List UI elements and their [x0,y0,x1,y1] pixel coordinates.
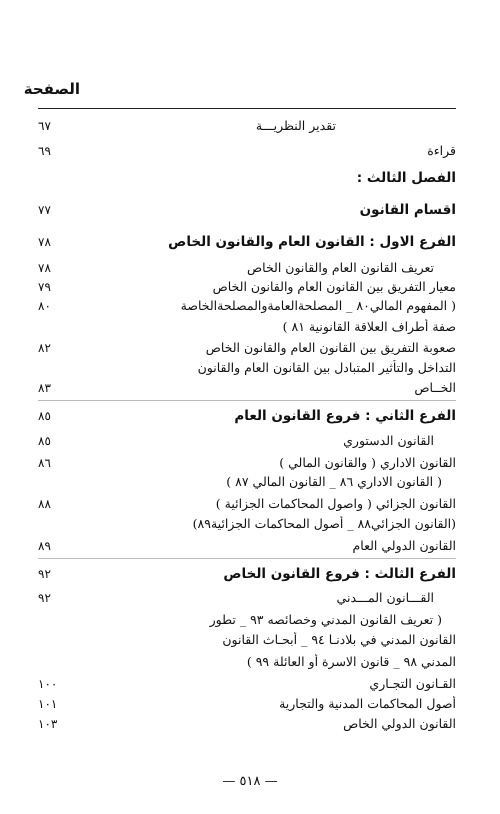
toc-entry-text: القانون المدني في بلادنـا ٩٤ _ أبحـاث القانون [222,632,456,647]
toc-row [38,340,456,355]
toc-entry-page: ٨٥ [38,434,51,448]
toc-entry-text: ( المفهوم المالي٨٠ _ المصلحةالعامةوالمصلحةالخاصة [180,298,456,313]
toc-row [38,696,456,711]
chapter-heading: الفصل الثالث : [356,170,456,186]
toc-row [38,408,456,424]
toc-entry-text: المدني ٩٨ _ قانون الاسرة أو العائلة ٩٩ ) [246,654,456,669]
toc-entry-page: ٨٣ [38,381,51,395]
toc-row [38,538,456,553]
toc-row [38,380,456,395]
toc-entry-text: تعريف القانون العام والقانون الخاص [247,260,434,275]
toc-row [38,455,456,470]
toc-entry-page: ٦٧ [38,119,51,133]
toc-row [38,260,456,275]
toc-entry-text: القـانون التجـاري [369,676,456,691]
toc-entry-text: قراءة [427,143,456,158]
toc-entry-text: أصول المحاكمات المدنية والتجارية [279,696,456,711]
toc-entry-page: ٨٥ [38,409,51,423]
toc-entry-page: ١٠٠ [38,677,58,691]
toc-entry-text: ( القانون الاداري ٨٦ _ القانون المالي ٨٧ ) [226,474,442,489]
toc-entry-page: ٨٠ [38,299,51,313]
toc-row [38,202,456,218]
toc-entry-text: الخــاص [414,380,456,395]
toc-row [38,474,456,489]
toc-entry-page: ٩٢ [38,591,51,605]
toc-row [38,632,456,647]
toc-entry-page: ٨٨ [38,497,51,511]
toc-entry-text: صفة أطراف العلاقة القانونية ٨١ ) [282,319,456,334]
toc-row [38,118,456,133]
toc-row [38,170,456,186]
section-heading: اقسام القانون [359,202,456,218]
page-number: — ٥١٨ — [222,774,278,789]
toc-entry-text: القانون الدستوري [343,433,434,448]
toc-entry-page: ٨٦ [38,456,51,470]
toc-entry-text: تقدير النظريـــة [255,118,336,133]
toc-row [38,654,456,669]
branch-heading: الفرع الاول : القانون العام والقانون الخاص [168,234,456,250]
toc-entry-page: ٧٨ [38,261,51,275]
toc-entry-text: (القانون الجزائي٨٨ _ أصول المحاكمات الجزائية٨٩) [192,516,456,531]
toc-row [38,143,456,158]
toc-entry-page: ٨٢ [38,341,51,355]
toc-entry-page: ١٠١ [38,697,58,711]
toc-entry-text: ( تعريف القانون المدني وخصائصه ٩٣ _ تطور [209,612,442,627]
toc-entry-text: القـــانون المـــدني [336,590,434,605]
toc-entry-text: القانون الاداري ( والقانون المالي ) [279,455,456,470]
toc-entry-text: صعوبة التفريق بين القانون العام والقانون الخاص [205,340,456,355]
toc-row [38,298,456,313]
toc-entry-text: معيار التفريق بين القانون العام والقانون الخاص [212,279,456,294]
toc-entry-page: ٦٩ [38,144,51,158]
toc-entry-text: القانون الدولي الخاص [343,716,456,731]
toc-entry-page: ٨٩ [38,539,51,553]
toc-entry-page: ٩٢ [38,567,51,581]
toc-entry-text: القانون الدولي العام [352,538,456,553]
header-rule [38,108,456,109]
toc-row [38,360,456,375]
toc-row [38,319,456,334]
toc-entry-page: ١٠٣ [38,717,58,731]
toc-row [38,496,456,511]
branch-heading: الفرع الثاني : فروع القانون العام [234,408,456,424]
toc-row [38,590,456,605]
toc-entry-text: القانون الجزائي ( واصول المحاكمات الجزائية ) [215,496,456,511]
toc-row [38,716,456,731]
section-divider [38,558,456,559]
toc-row [38,234,456,250]
toc-row [38,612,456,627]
toc-entry-text: التداخل والتأثير المتبادل بين القانون العام والقانون [197,360,456,375]
toc-row [38,433,456,448]
toc-entry-page: ٧٧ [38,203,51,217]
toc-row [38,279,456,294]
page-column-header: الصفحة [23,80,80,98]
toc-entry-page: ٧٩ [38,280,51,294]
section-divider [38,400,456,401]
toc-row [38,516,456,531]
toc-row [38,566,456,582]
branch-heading: الفرع الثالث : فروع القانون الخاص [223,566,456,582]
toc-row [38,676,456,691]
toc-entry-page: ٧٨ [38,235,51,249]
